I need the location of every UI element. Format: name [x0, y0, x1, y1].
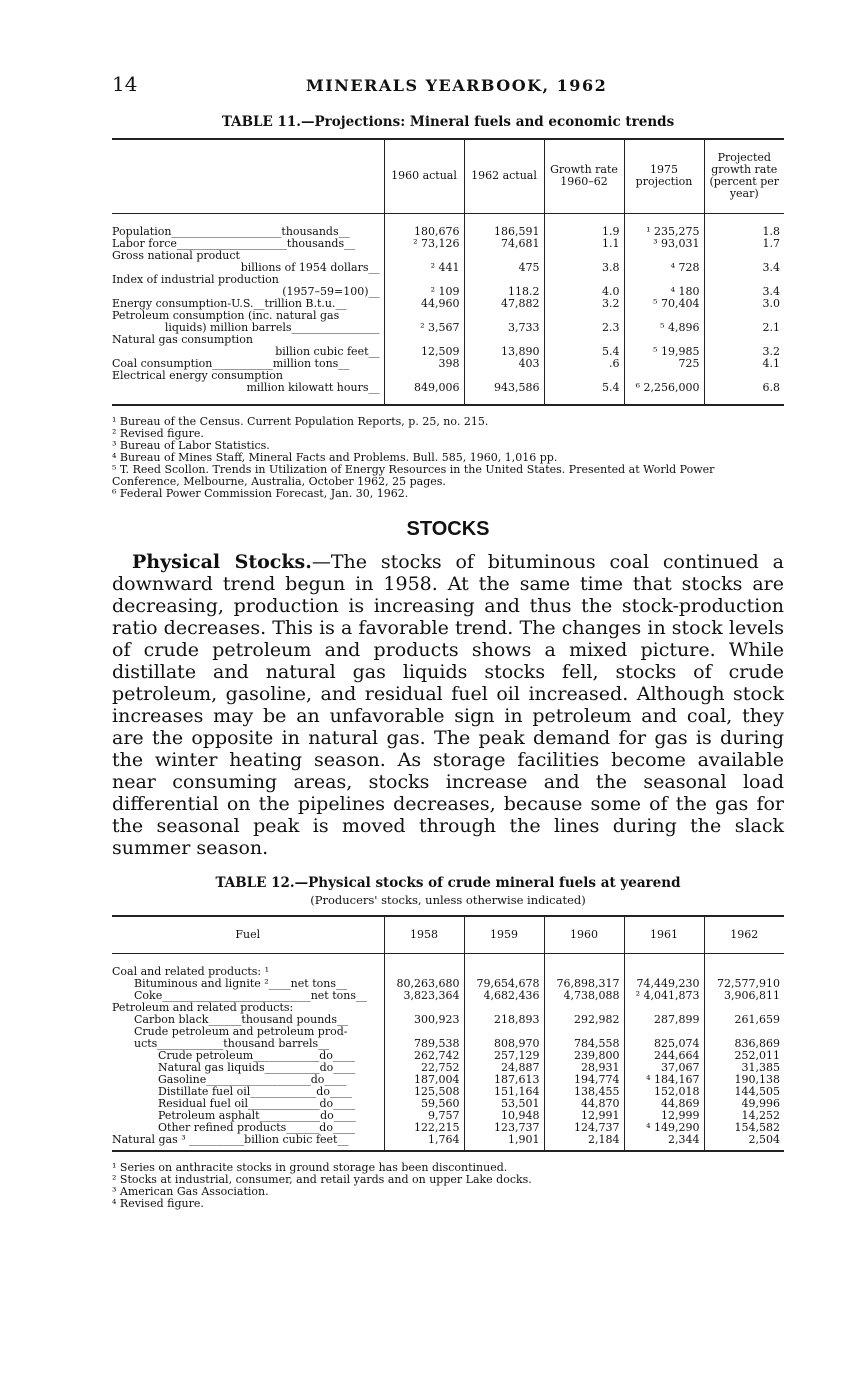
table12-cell: ² 4,041,873 — [624, 990, 704, 1002]
footnote: ⁶ Federal Power Commission Forecast, Jan. 30, 1962. — [112, 486, 409, 500]
table11-cell: ⁵ 70,404 — [624, 298, 704, 310]
table11-header-row — [112, 139, 784, 213]
table12-row — [112, 954, 784, 979]
table12-row-label — [112, 1134, 384, 1151]
table11-row — [112, 358, 784, 370]
table12-cell: 2,504 — [704, 1134, 784, 1151]
section-title: STOCKS — [406, 517, 490, 540]
row-label: Gasoline___________________do____ — [158, 1073, 347, 1086]
row-label: Petroleum and related products: — [112, 1001, 294, 1014]
table12-subcaption: (Producers' stocks, unless otherwise indicated) — [310, 892, 586, 907]
table11-cell: 3.2 — [704, 334, 784, 358]
table11-row-label — [112, 238, 384, 250]
table11-cell: 4.1 — [704, 358, 784, 370]
row-label-line: million kilowatt hours__ — [246, 380, 380, 394]
table11-row-label — [112, 250, 384, 274]
table12-cell: 187,004 — [384, 1074, 464, 1086]
table11-caption: TABLE 11.—Projections: Mineral fuels and economic trends — [221, 114, 675, 130]
table12-header-row — [112, 916, 784, 954]
table11-cell: 398 — [384, 358, 464, 370]
table11-cell: 3,733 — [464, 310, 544, 334]
table12-cell: 1,764 — [384, 1134, 464, 1151]
footnote: ¹ Bureau of the Census. Current Population Reports, p. 25, no. 215. — [112, 414, 489, 428]
table11-row-label — [112, 370, 384, 405]
row-label-line: Labor force____________________thousands__ — [112, 236, 356, 250]
table12-cell: 2,344 — [624, 1134, 704, 1151]
table11-row-label — [112, 310, 384, 334]
table12-cell: 31,385 — [704, 1062, 784, 1074]
row-label: Natural gas ³ __________billion cubic feet__ — [112, 1133, 349, 1146]
table11-cell: 13,890 — [464, 334, 544, 358]
table11-cell: ⁴ 180 — [624, 274, 704, 298]
table11-cell: 1.8 — [704, 213, 784, 238]
table12-cell: 784,558 — [544, 1038, 624, 1050]
table12-header-cell: 1961 — [624, 916, 704, 954]
table11-row-label — [112, 358, 384, 370]
footnote: ³ American Gas Association. — [112, 1185, 269, 1198]
table12-header-cell: Fuel — [235, 927, 261, 941]
table12-cell — [624, 954, 704, 979]
footnote: ⁴ Revised figure. — [112, 1197, 204, 1210]
page-header — [112, 72, 784, 96]
table12-cell: 28,931 — [544, 1062, 624, 1074]
table12-cell: 287,899 — [624, 1014, 704, 1026]
table12-cell: ⁴ 149,290 — [624, 1122, 704, 1134]
table12-cell: 808,970 — [464, 1038, 544, 1050]
table12-cell: 9,757 — [384, 1110, 464, 1122]
body-paragraph — [112, 551, 784, 859]
running-head: MINERALS YEARBOOK, 1962 — [306, 76, 608, 95]
table11-cell: 2.1 — [704, 310, 784, 334]
footnote: ⁵ T. Reed Scollon. Trends in Utilization of Energy Resources in the United States. Presented at World Power Conference, Melbourne, Australia, October 1962, 25 pages. — [112, 462, 715, 488]
table12-cell: 12,991 — [544, 1110, 624, 1122]
table12-cell — [464, 954, 544, 979]
table12-cell: 789,538 — [384, 1038, 464, 1050]
table11-cell: ⁴ 728 — [624, 250, 704, 274]
table12-cell: 300,923 — [384, 1014, 464, 1026]
table11-header-cell: 1975 projection — [624, 139, 704, 213]
table12-footnotes — [112, 1162, 784, 1210]
table12-cell: 74,449,230 — [624, 978, 704, 990]
table11-cell: ¹ 235,275 — [624, 213, 704, 238]
table12-cell: 76,898,317 — [544, 978, 624, 990]
table11-cell: 12,509 — [384, 334, 464, 358]
table12-cell: 79,654,678 — [464, 978, 544, 990]
table11-cell: 6.8 — [704, 370, 784, 405]
table12-cell: 2,184 — [544, 1134, 624, 1151]
table11-cell: 180,676 — [384, 213, 464, 238]
table12-cell: 125,508 — [384, 1086, 464, 1098]
row-label: Crude petroleum____________do____ — [158, 1049, 355, 1062]
table11-cell: 403 — [464, 358, 544, 370]
table11-row — [112, 298, 784, 310]
table12-cell: 152,018 — [624, 1086, 704, 1098]
row-label: Petroleum asphalt___________do____ — [158, 1109, 356, 1122]
table11-row-label — [112, 298, 384, 310]
row-label-line: Electrical energy consumption — [112, 368, 283, 382]
table11-row — [112, 238, 784, 250]
table12-cell: ⁴ 184,167 — [624, 1074, 704, 1086]
row-label: Other refined products______do____ — [158, 1121, 355, 1134]
table12-cell: 14,252 — [704, 1110, 784, 1122]
table12-cell: 80,263,680 — [384, 978, 464, 990]
table12-cell: 292,982 — [544, 1014, 624, 1026]
paragraph-text: —The stocks of bituminous coal continued a downward trend begun in 1958. At the same time that stocks are decreasing, production is increasing and thus the stock-production ratio decreases. This is a favorable trend. The changes in stock levels of crude petroleum and products shows a mixed picture. While distillate and natural gas liquids stocks fell, stocks of crude petroleum, gasoline, and residual fuel oil increased. Although stock increases may be an unfavorable sign in petroleum and coal, they are the opposite in natural gas. The peak demand for gas is during the winter heating season. As storage facilities become available near consuming areas, stocks increase and the seasonal load differential on the pipelines decreases, because some of the gas for the seasonal peak is moved through the lines during the slack summer season. — [112, 550, 785, 859]
table11-cell: 3.2 — [544, 298, 624, 310]
page-number: 14 — [112, 72, 138, 96]
table12-row — [112, 1134, 784, 1151]
table11-footnotes — [112, 416, 784, 500]
row-label: Crude petroleum and petroleum prod- — [134, 1025, 348, 1038]
document-page — [112, 72, 784, 1210]
table12-cell: 124,737 — [544, 1122, 624, 1134]
table12-row-label — [112, 954, 384, 979]
row-label-line: Coal consumption___________million tons__ — [112, 356, 350, 370]
table12-cell: 244,664 — [624, 1050, 704, 1062]
table12-header-cell: 1960 — [544, 916, 624, 954]
table11-cell: 3.4 — [704, 250, 784, 274]
row-label-line: Index of industrial production — [112, 272, 279, 286]
table12-cell: 144,505 — [704, 1086, 784, 1098]
table12-cell: 154,582 — [704, 1122, 784, 1134]
table12-cell: 123,737 — [464, 1122, 544, 1134]
table11-cell: 849,006 — [384, 370, 464, 405]
table12-cell: 262,742 — [384, 1050, 464, 1062]
table12-cell: 44,869 — [624, 1098, 704, 1110]
table12-cell: 53,501 — [464, 1098, 544, 1110]
table11-cell: 3.8 — [544, 250, 624, 274]
table12-header-cell: 1958 — [384, 916, 464, 954]
table11-cell: 74,681 — [464, 238, 544, 250]
table12-cell: 44,870 — [544, 1098, 624, 1110]
table12-cell: 4,682,436 — [464, 990, 544, 1002]
table12-cell — [704, 954, 784, 979]
row-label-line: liquids) million barrels________________ — [164, 320, 380, 334]
table12-cell: 1,901 — [464, 1134, 544, 1151]
row-label: Natural gas liquids__________do____ — [158, 1061, 356, 1074]
table11-cell: 475 — [464, 250, 544, 274]
table11-header-cell: 1960 actual — [384, 139, 464, 213]
table11-header-cell: Growth rate 1960–62 — [544, 139, 624, 213]
row-label: Distillate fuel oil____________do____ — [158, 1085, 352, 1098]
table12-cell: 239,800 — [544, 1050, 624, 1062]
table12-cell: 4,738,088 — [544, 990, 624, 1002]
table11-cell: ³ 93,031 — [624, 238, 704, 250]
table11-row — [112, 310, 784, 334]
table11 — [112, 138, 784, 406]
table11-cell: ² 109 — [384, 274, 464, 298]
row-label: ucts____________thousand barrels__ — [134, 1037, 330, 1050]
table11-row — [112, 370, 784, 405]
table11-header-cell — [112, 139, 384, 213]
table12-header-cell: 1962 — [704, 916, 784, 954]
row-label-line: (1957–59=100)__ — [282, 284, 380, 298]
table12-cell: 59,560 — [384, 1098, 464, 1110]
table11-cell: 3.4 — [704, 274, 784, 298]
table12-cell: 257,129 — [464, 1050, 544, 1062]
table11-cell: 943,586 — [464, 370, 544, 405]
paragraph-lead: Physical Stocks. — [132, 550, 312, 573]
table11-cell: 47,882 — [464, 298, 544, 310]
table11-cell: ² 441 — [384, 250, 464, 274]
table11-row-label — [112, 213, 384, 238]
table12-cell: 190,138 — [704, 1074, 784, 1086]
table11-cell: 1.9 — [544, 213, 624, 238]
footnote: ² Stocks at industrial, consumer, and retail yards and on upper Lake docks. — [112, 1173, 532, 1186]
table11-cell: 4.0 — [544, 274, 624, 298]
row-label: Carbon black______thousand pounds__ — [134, 1013, 348, 1026]
row-label-line: Gross national product — [112, 248, 240, 262]
table11-row-label — [112, 274, 384, 298]
row-label: Coke___________________________net tons__ — [134, 989, 367, 1002]
table12-cell: 218,893 — [464, 1014, 544, 1026]
table12-cell: 122,215 — [384, 1122, 464, 1134]
table11-cell: 1.1 — [544, 238, 624, 250]
table12-cell: 138,455 — [544, 1086, 624, 1098]
row-label: Bituminous and lignite ²____net tons__ — [134, 977, 347, 990]
table12-caption: TABLE 12.—Physical stocks of crude mineral fuels at yearend — [215, 874, 681, 891]
table11-cell: ⁶ 2,256,000 — [624, 370, 704, 405]
table12 — [112, 915, 784, 1153]
row-label-line: Population____________________thousands__ — [112, 224, 350, 238]
table12-cell: 261,659 — [704, 1014, 784, 1026]
table11-cell: ² 73,126 — [384, 238, 464, 250]
table12-cell: 37,067 — [624, 1062, 704, 1074]
table12-cell — [384, 954, 464, 979]
footnote: ⁴ Bureau of Mines Staff, Mineral Facts and Problems. Bull. 585, 1960, 1,016 pp. — [112, 450, 558, 464]
table11-cell: 186,591 — [464, 213, 544, 238]
table12-cell: 836,869 — [704, 1038, 784, 1050]
row-label-line: billion cubic feet__ — [275, 344, 380, 358]
table11-header-cell: Projected growth rate (percent per year) — [704, 139, 784, 213]
table12-cell: 12,999 — [624, 1110, 704, 1122]
table11-cell: 3.0 — [704, 298, 784, 310]
table12-header-cell: 1959 — [464, 916, 544, 954]
table12-cell: 49,996 — [704, 1098, 784, 1110]
table12-cell: 3,906,811 — [704, 990, 784, 1002]
footnote: ³ Bureau of Labor Statistics. — [112, 438, 270, 452]
table11-cell: 5.4 — [544, 334, 624, 358]
table11-row — [112, 274, 784, 298]
table11-cell: 2.3 — [544, 310, 624, 334]
table11-cell: 44,960 — [384, 298, 464, 310]
table11-row — [112, 213, 784, 238]
table11-cell: 5.4 — [544, 370, 624, 405]
row-label-line: Petroleum consumption (inc. natural gas — [112, 308, 340, 322]
table12-cell — [544, 954, 624, 979]
table12-cell: 24,887 — [464, 1062, 544, 1074]
row-label: Coal and related products: ¹ — [112, 965, 269, 978]
row-label-line: billions of 1954 dollars__ — [240, 260, 380, 274]
table11-cell: ⁵ 4,896 — [624, 310, 704, 334]
row-label-line: Natural gas consumption — [112, 332, 253, 346]
table12-cell: 72,577,910 — [704, 978, 784, 990]
footnote: ² Revised figure. — [112, 426, 204, 440]
table11-cell: 725 — [624, 358, 704, 370]
row-label: Residual fuel oil_____________do____ — [158, 1097, 356, 1110]
table11-cell: 118.2 — [464, 274, 544, 298]
table11-cell: 1.7 — [704, 238, 784, 250]
table12-cell: 10,948 — [464, 1110, 544, 1122]
table12-cell: 3,823,364 — [384, 990, 464, 1002]
table12-cell: 252,011 — [704, 1050, 784, 1062]
table11-row-label — [112, 334, 384, 358]
row-label-line: Energy consumption-U.S.__trillion B.t.u.__ — [112, 296, 347, 310]
table12-cell: 187,613 — [464, 1074, 544, 1086]
table11-cell: .6 — [544, 358, 624, 370]
table11-header-cell: 1962 actual — [464, 139, 544, 213]
table12-cell: 825,074 — [624, 1038, 704, 1050]
footnote: ¹ Series on anthracite stocks in ground storage has been discontinued. — [112, 1161, 508, 1174]
table12-cell: 151,164 — [464, 1086, 544, 1098]
table11-cell: ⁵ 19,985 — [624, 334, 704, 358]
table11-row — [112, 334, 784, 358]
table11-cell: ² 3,567 — [384, 310, 464, 334]
table12-cell: 22,752 — [384, 1062, 464, 1074]
table12-cell: 194,774 — [544, 1074, 624, 1086]
table11-row — [112, 250, 784, 274]
